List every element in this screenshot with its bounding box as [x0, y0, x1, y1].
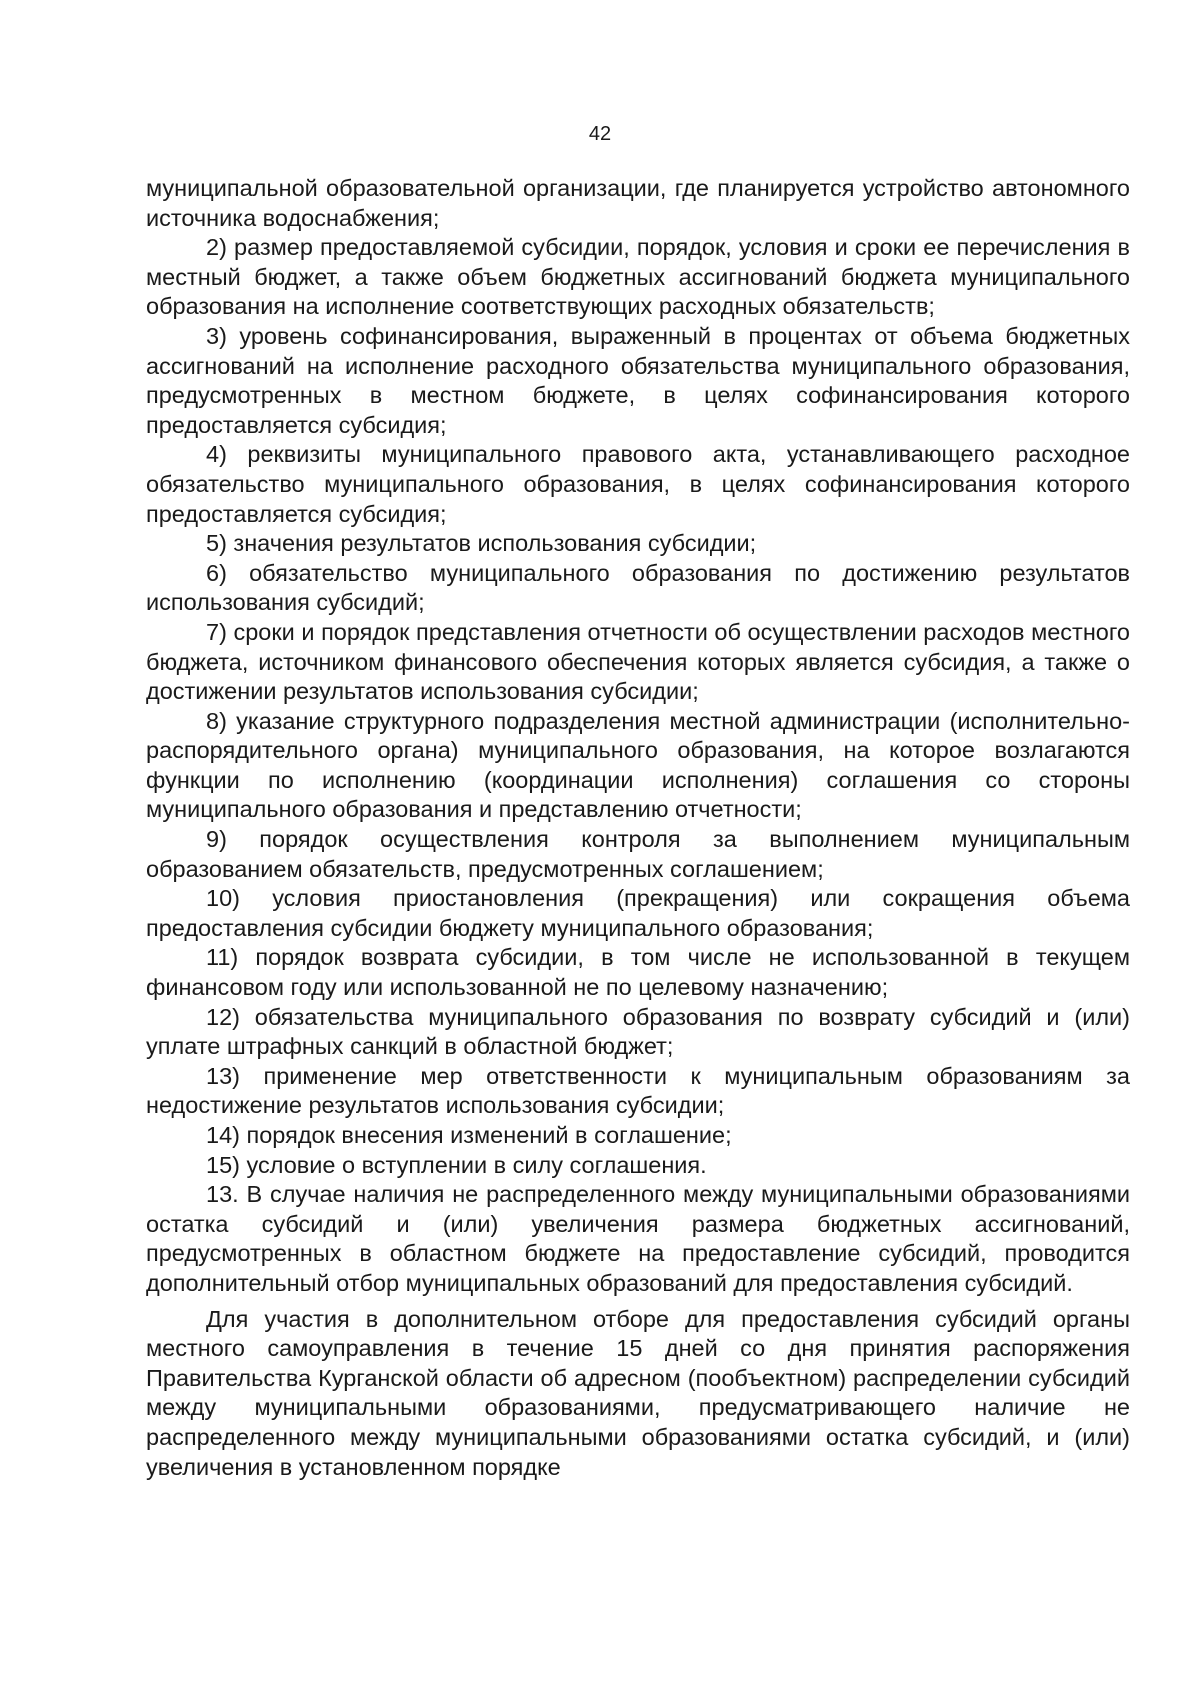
list-item-6: 6) обязательство муниципального образования по достижению результатов использования субсидий;: [146, 559, 1130, 616]
list-item-2: 2) размер предоставляемой субсидии, порядок, условия и сроки ее перечисления в местный бюджет, а также объем бюджетных ассигнований бюджета муниципального образования на исполнение соответствующих расходных обязательств;: [146, 234, 1130, 320]
page-number: 42: [588, 123, 612, 145]
list-item-11: 11) порядок возврата субсидии, в том числе не использованной в текущем финансовом году или использованной не по целевому назначению;: [146, 944, 1130, 1001]
list-item-8: 8) указание структурного подразделения местной администрации (исполнительно-распорядительного органа) муниципального образования, на которое возлагаются функции по исполнению (координации исполнения) соглашения со стороны муниципального образования и представлению отчетности;: [146, 707, 1130, 823]
list-item-15: 15) условие о вступлении в силу соглашения.: [206, 1151, 707, 1178]
additional-selection-paragraph: Для участия в дополнительном отборе для предоставления субсидий органы местного самоуправления в течение 15 дней со дня принятия распоряжения Правительства Курганской области об адресном (пообъектном) распределении субсидий между муниципальными образованиями, предусматривающего наличие не распределенного между муниципальными образованиями остатка субсидий, и (или) увеличения в установленном порядке: [146, 1305, 1130, 1480]
list-item-7: 7) сроки и порядок представления отчетности об осуществлении расходов местного бюджета, источником финансового обеспечения которых является субсидия, а также о достижении результатов использования субсидии;: [146, 618, 1130, 705]
list-item-14: 14) порядок внесения изменений в соглашение;: [206, 1122, 732, 1148]
section-13-paragraph: 13. В случае наличия не распределенного между муниципальными образованиями остатка субсидий и (или) увеличения размера бюджетных ассигнований, предусмотренных в областном бюджете на предоставление субсидий, проводится дополнительный отбор муниципальных образований для предоставления субсидий.: [146, 1181, 1130, 1296]
list-item-3: 3) уровень софинансирования, выраженный в процентах от объема бюджетных ассигнований на исполнение расходного обязательства муниципального образования, предусмотренных в местном бюджете, в целях софинансирования которого предоставляется субсидия;: [146, 322, 1130, 438]
list-item-9: 9) порядок осуществления контроля за выполнением муниципальным образованием обязательств, предусмотренных соглашением;: [146, 826, 1130, 882]
document-body: [146, 174, 1130, 1482]
list-item-4: 4) реквизиты муниципального правового акта, устанавливающего расходное обязательство муниципального образования, в целях софинансирования которого предоставляется субсидия;: [146, 441, 1130, 527]
list-item-13: 13) применение мер ответственности к муниципальным образованиям за недостижение результатов использования субсидии;: [146, 1062, 1130, 1119]
list-item-5: 5) значения результатов использования субсидии;: [206, 530, 757, 557]
list-item-12: 12) обязательства муниципального образования по возврату субсидий и (или) уплате штрафных санкций в областной бюджет;: [146, 1003, 1130, 1060]
list-item-10: 10) условия приостановления (прекращения) или сокращения объема предоставления субсидии бюджету муниципального образования;: [146, 885, 1130, 941]
paragraph-continuation: муниципальной образовательной организации, где планируется устройство автономного источника водоснабжения;: [146, 175, 1130, 231]
